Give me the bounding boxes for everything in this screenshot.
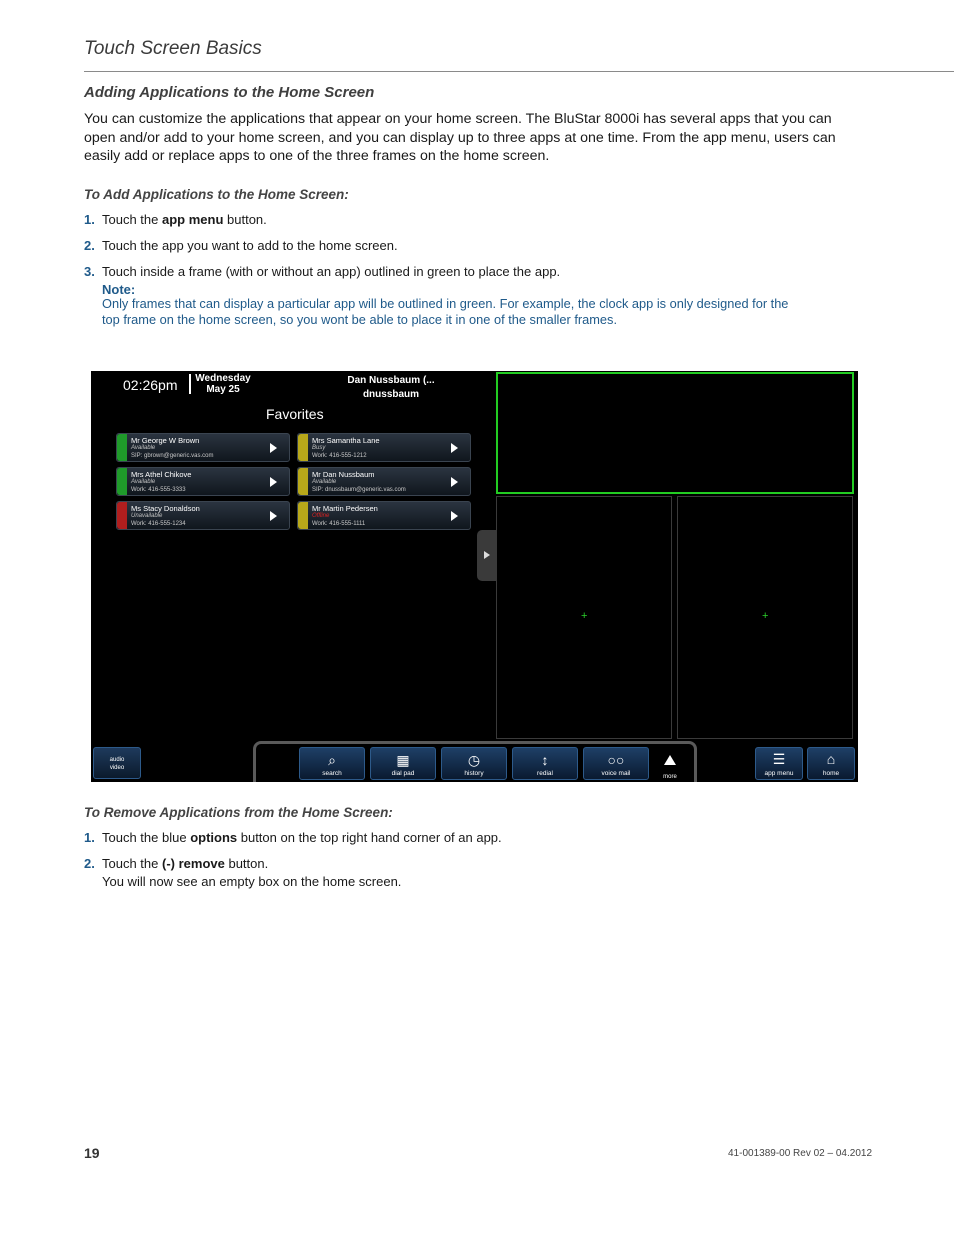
header-rule (84, 71, 954, 72)
remove-step-2 (84, 856, 268, 871)
home-button[interactable] (807, 747, 855, 780)
voicemail-icon: ○○ (607, 752, 625, 768)
step-text: Touch the (102, 212, 162, 227)
add-plus-icon: + (581, 610, 588, 622)
button-label: dial pad (391, 770, 415, 777)
contact-status: Unavailable (131, 513, 163, 519)
button-label: app menu (764, 770, 794, 777)
home-screen-screenshot (91, 371, 858, 782)
audio-label: audio (109, 757, 125, 763)
remove-heading: To Remove Applications from the Home Screen: (84, 805, 393, 820)
date-label: May 25 (206, 384, 240, 395)
user-info (331, 374, 451, 401)
favorite-card[interactable] (297, 433, 471, 462)
top-frame-highlighted[interactable] (496, 372, 854, 494)
step-text: button. (224, 856, 269, 871)
dial-pad-icon: ▦ (396, 752, 410, 768)
step-number: 1. (84, 830, 95, 845)
step-bold: options (190, 830, 238, 845)
dial-pad-button[interactable] (370, 747, 436, 780)
step-number: 1. (84, 212, 95, 227)
play-arrow-icon (451, 443, 458, 453)
contact-name: Ms Stacy Donaldson (131, 504, 200, 513)
favorite-card[interactable] (297, 467, 471, 496)
redial-button[interactable] (512, 747, 578, 780)
contact-name: Mrs Athel Chikove (131, 470, 192, 479)
presence-stripe (298, 434, 308, 461)
favorite-card[interactable] (116, 467, 290, 496)
favorites-title: Favorites (266, 406, 324, 422)
contact-name: Mrs Samantha Lane (312, 436, 380, 445)
contact-info: Work: 416-555-1212 (312, 453, 367, 459)
user-name: Dan Nussbaum (... (347, 375, 435, 386)
step-number: 3. (84, 264, 95, 279)
favorite-card[interactable] (116, 433, 290, 462)
home-icon: ⌂ (826, 751, 836, 767)
list-icon: ☰ (772, 751, 786, 767)
step-text: Touch inside a frame (with or without an app) outlined in green to place the app. (102, 264, 561, 279)
add-plus-icon: + (762, 610, 769, 622)
contact-info: Work: 416-555-1111 (312, 521, 366, 527)
add-step-1 (84, 212, 267, 227)
step-number: 2. (84, 238, 95, 253)
contact-status: Available (131, 479, 156, 485)
contact-status: Offline (312, 513, 330, 519)
button-label: redial (537, 770, 553, 777)
button-label: voice mail (601, 770, 631, 777)
presence-stripe (117, 502, 127, 529)
play-arrow-icon (270, 511, 277, 521)
remove-step-2-subtext: You will now see an empty box on the home screen. (102, 874, 402, 889)
contact-info: Work: 416-555-3333 (131, 487, 186, 493)
intro-paragraph: You can customize the applications that appear on your home screen. The BluStar 8000i has several apps that you can open and/or add to your home screen, and you can display up to three apps at one time. From the app menu, users can easily add or replace apps to one of the three frames on the home screen. (84, 111, 836, 164)
clock-date (194, 373, 252, 395)
section-title: Adding Applications to the Home Screen (84, 84, 375, 101)
expand-panel-tab[interactable] (477, 530, 496, 581)
add-step-2 (84, 238, 398, 253)
search-button[interactable] (299, 747, 365, 780)
day-label: Wednesday (195, 373, 251, 384)
clock-icon: ◷ (467, 752, 481, 768)
add-heading: To Add Applications to the Home Screen: (84, 187, 349, 202)
triangle-up-icon (664, 755, 676, 765)
contact-info: Work: 416-555-1234 (131, 521, 186, 527)
running-header: Touch Screen Basics (84, 38, 262, 59)
play-arrow-icon (270, 443, 277, 453)
step-text: Touch the (102, 856, 162, 871)
contact-status: Available (312, 479, 337, 485)
play-arrow-icon (451, 511, 458, 521)
expand-arrow-icon (484, 551, 490, 559)
step-bold: app menu (162, 212, 224, 227)
step-number: 2. (84, 856, 95, 871)
step-bold: (-) remove (162, 856, 225, 871)
clock-time: 02:26pm (123, 377, 178, 393)
presence-stripe (298, 502, 308, 529)
presence-stripe (117, 434, 127, 461)
history-button[interactable] (441, 747, 507, 780)
app-menu-button[interactable] (755, 747, 803, 780)
contact-status: Busy (312, 445, 326, 451)
add-step-3 (84, 264, 560, 279)
step-text: Touch the blue (102, 830, 191, 845)
audio-video-button[interactable] (93, 747, 141, 779)
contact-info: SIP: dnussbaum@generic.vas.com (312, 487, 406, 493)
play-arrow-icon (451, 477, 458, 487)
date-divider (189, 374, 191, 394)
voice-mail-button[interactable] (583, 747, 649, 780)
contact-name: Mr Dan Nussbaum (312, 470, 375, 479)
video-label: video (109, 765, 125, 771)
redial-icon: ↕ (541, 752, 549, 768)
button-label: search (322, 770, 342, 777)
search-icon: ⌕ (328, 752, 336, 768)
contact-status: Available (131, 445, 156, 451)
bottom-left-frame[interactable] (496, 496, 672, 739)
contact-name: Mr Martin Pedersen (312, 504, 378, 513)
note-text: Only frames that can display a particular app will be outlined in green. For example, the clock app is only designed for the top frame on the home screen, so you wont be able to place it in one of the smaller frames. (102, 296, 789, 327)
step-text: button on the top right hand corner of an app. (237, 830, 502, 845)
more-button[interactable] (655, 749, 685, 781)
button-label: home (822, 770, 840, 777)
play-arrow-icon (270, 477, 277, 487)
step-text: button. (223, 212, 267, 227)
document-number: 41-001389-00 Rev 02 – 04.2012 (728, 1148, 873, 1159)
contact-name: Mr George W Brown (131, 436, 200, 445)
presence-stripe (117, 468, 127, 495)
presence-stripe (298, 468, 308, 495)
favorite-card[interactable] (116, 501, 290, 530)
button-label: more (663, 774, 677, 780)
contact-info: SIP: gbrown@generic.vas.com (131, 453, 214, 459)
step-text: Touch the app you want to add to the home screen. (102, 238, 398, 253)
button-label: history (464, 770, 484, 777)
bottom-right-frame[interactable] (677, 496, 853, 739)
user-id: dnussbaum (362, 388, 420, 400)
note-label: Note: (102, 282, 136, 297)
remove-step-1 (84, 830, 502, 845)
page-number: 19 (84, 1145, 100, 1161)
favorite-card[interactable] (297, 501, 471, 530)
